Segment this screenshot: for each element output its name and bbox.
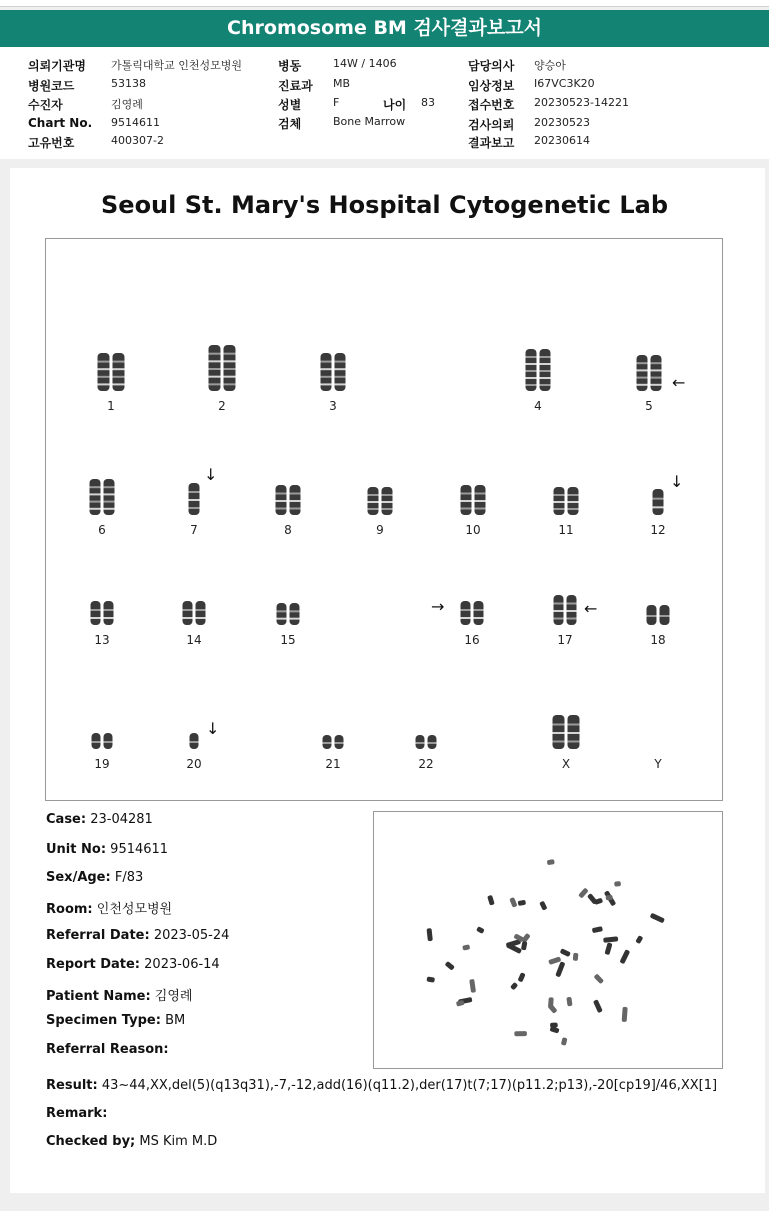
chromosome-pair (546, 715, 586, 749)
chromosome-pair (174, 483, 214, 515)
checked-by-line (46, 1134, 217, 1149)
chromosome-band (568, 741, 580, 743)
chromosome-band (209, 353, 221, 355)
chromosome-band (526, 356, 537, 358)
arrow-down-icon: ↓ (206, 719, 220, 738)
patient-info-header (0, 47, 769, 159)
chromosome-band (90, 508, 101, 510)
result-line (46, 1078, 717, 1093)
ward-value: 14W / 1406 (333, 57, 397, 70)
metaphase-chromosome (619, 949, 630, 964)
chromosome-band (554, 603, 564, 605)
chromosome-band (277, 610, 287, 612)
chromosome-band (189, 507, 200, 509)
hospital-code-value: 53138 (111, 77, 146, 90)
sexage-label: Sex/Age: (46, 870, 111, 885)
chromosome-band (196, 609, 206, 611)
chromosome-band (321, 368, 332, 370)
chromosome-label: Y (654, 757, 662, 771)
chromosome-band (224, 368, 236, 370)
chromosome-label: 22 (418, 757, 434, 771)
chromosome-band (554, 501, 565, 503)
unit-line (46, 842, 168, 857)
chromosome-pair (82, 733, 122, 749)
chromosome-band (104, 741, 113, 743)
chromosome-label: 2 (218, 399, 226, 413)
chromosome-band (651, 377, 662, 379)
chromosome-band (368, 508, 379, 510)
chromosome-band (653, 498, 664, 500)
chromatid (653, 489, 664, 515)
metaphase-chromosome (555, 961, 565, 977)
chromosome-label: 11 (558, 523, 574, 537)
chromosome-band (368, 494, 379, 496)
chromosome-band (276, 500, 287, 502)
top-border (0, 0, 769, 7)
chromosome-band (209, 383, 221, 385)
chromosome-band (321, 376, 332, 378)
result-label: Result: (46, 1078, 98, 1093)
chromosome-band (568, 494, 579, 496)
chromosome-label: 7 (190, 523, 198, 537)
chromosome-band (276, 493, 287, 495)
metaphase-chromosome (650, 913, 665, 924)
remark-label: Remark: (46, 1106, 108, 1121)
chart-no-label: Chart No. (28, 116, 93, 130)
chromosome-band (209, 376, 221, 378)
chromosome-band (475, 500, 486, 502)
karyotype-panel (45, 238, 723, 801)
chromosome-band (290, 618, 300, 620)
department-label: 진료과 (278, 79, 313, 93)
chromosome-pair (518, 349, 558, 391)
chromosome-band (651, 362, 662, 364)
chromosome-band (368, 501, 379, 503)
chromosome-band (637, 377, 648, 379)
chromosome-band (647, 615, 657, 617)
report-date-value: 2023-06-14 (144, 957, 220, 972)
chromosome-band (290, 610, 300, 612)
chromosome-band (290, 500, 301, 502)
chromosome-band (335, 376, 346, 378)
chromosome-band (637, 384, 648, 386)
chromosome-band (90, 486, 101, 488)
chromosome-band (91, 609, 101, 611)
metaphase-chromosome (462, 944, 470, 950)
chromosome-band (475, 493, 486, 495)
metaphase-chromosome (573, 953, 579, 961)
chromosome-band (567, 610, 577, 612)
metaphase-chromosome (635, 935, 643, 944)
chromosome-pair (452, 601, 492, 625)
arrow-down-icon: ↓ (670, 472, 684, 491)
patient-name-line (46, 985, 192, 1004)
metaphase-chromosome (548, 956, 561, 965)
chromosome-pair (638, 489, 678, 515)
chromosome-band (104, 609, 114, 611)
chromosome-band (189, 499, 200, 501)
chromosome-band (98, 383, 110, 385)
chromosome-band (568, 501, 579, 503)
chromosome-band (526, 377, 537, 379)
chromosome-band (90, 501, 101, 503)
arrow-right-icon: → (431, 597, 445, 616)
sex-label: 성별 (278, 98, 302, 112)
doctor-value: 양승아 (534, 59, 566, 72)
specimen-label: 검체 (278, 117, 302, 131)
request-date-label: 검사의뢰 (468, 118, 515, 132)
chromosome-band (224, 383, 236, 385)
metaphase-image (373, 811, 723, 1069)
patient-label: 수진자 (28, 98, 63, 112)
chromosome-band (290, 493, 301, 495)
hospital-code-label: 병원코드 (28, 79, 75, 93)
sex-value: F (333, 96, 340, 109)
metaphase-chromosome (561, 1037, 568, 1046)
chromatid (104, 601, 114, 625)
metaphase-spread (374, 812, 722, 1068)
chromosome-label: 9 (376, 523, 384, 537)
metaphase-chromosome (593, 999, 603, 1013)
chromosome-label: X (561, 757, 571, 771)
room-line (46, 898, 172, 917)
metaphase-chromosome (548, 997, 554, 1008)
chromosome-pair (313, 353, 353, 391)
chromosome-band (104, 501, 115, 503)
chromosome-band (276, 508, 287, 510)
metaphase-chromosome (521, 941, 528, 951)
metaphase-chromosome (560, 948, 571, 957)
chromosome-pair (202, 345, 242, 391)
chromosome-band (335, 368, 346, 370)
chromosome-band (290, 508, 301, 510)
chromosome-band (526, 370, 537, 372)
metaphase-chromosome (476, 926, 485, 934)
chromosome-band (526, 363, 537, 365)
chromosome-band (113, 361, 125, 363)
chromosome-label: 18 (650, 633, 666, 647)
chromosome-label: 20 (186, 757, 202, 771)
metaphase-chromosome (566, 997, 572, 1007)
chromosome-pair (174, 601, 214, 625)
chromosome-band (224, 353, 236, 355)
chromosome-band (98, 361, 110, 363)
chromatid (91, 601, 101, 625)
clinical-info-label: 임상정보 (468, 79, 515, 93)
referral-date-label: Referral Date: (46, 928, 150, 943)
chromosome-band (113, 376, 125, 378)
referral-date-line (46, 928, 229, 943)
reception-no-label: 접수번호 (468, 98, 515, 112)
chromatid (461, 601, 471, 625)
chromosome-label: 15 (280, 633, 296, 647)
chromosome-band (526, 384, 537, 386)
metaphase-chromosome (518, 972, 526, 982)
chromosome-band (323, 742, 332, 744)
metaphase-chromosome (456, 1000, 465, 1007)
patient-name-value: 김영례 (154, 989, 193, 1004)
chromosome-band (461, 500, 472, 502)
chromosome-band (637, 369, 648, 371)
chromatid (474, 601, 484, 625)
case-value: 23-04281 (90, 812, 153, 827)
report-date-label: 결과보고 (468, 136, 515, 150)
chromosome-band (553, 724, 565, 726)
chromosome-band (104, 508, 115, 510)
arrow-down-icon: ↓ (204, 465, 218, 484)
chromosome-pair (629, 355, 669, 391)
chromosome-band (553, 732, 565, 734)
checked-by-value: MS Kim M.D (139, 1134, 218, 1149)
chromosome-band (209, 360, 221, 362)
chromosome-pair (174, 733, 214, 749)
sexage-line (46, 870, 143, 885)
chromosome-band (104, 493, 115, 495)
age-value: 83 (421, 96, 435, 109)
chromosome-band (474, 617, 484, 619)
chromosome-band (183, 617, 193, 619)
chromosome-band (540, 356, 551, 358)
chromosome-band (540, 377, 551, 379)
metaphase-chromosome (547, 859, 555, 865)
chromatid (290, 603, 300, 625)
metaphase-chromosome (603, 936, 618, 943)
chromatid (196, 601, 206, 625)
chromosome-band (653, 506, 664, 508)
chromosome-pair (638, 605, 678, 625)
metaphase-chromosome (550, 1026, 560, 1033)
metaphase-chromosome (445, 961, 455, 971)
report-date-line (46, 957, 220, 972)
chromosome-label: 13 (94, 633, 110, 647)
chromosome-band (540, 363, 551, 365)
clinical-info-value: I67VC3K20 (534, 77, 595, 90)
chromosome-band (567, 618, 577, 620)
chromosome-band (540, 370, 551, 372)
arrow-left-icon: ← (584, 599, 598, 618)
referral-date-value: 2023-05-24 (153, 928, 230, 943)
metaphase-chromosome (427, 928, 433, 941)
metaphase-chromosome (539, 901, 547, 911)
request-date-value: 20230523 (534, 116, 590, 129)
metaphase-chromosome (592, 926, 603, 933)
chromosome-pair (545, 595, 585, 625)
sexage-value: F/83 (114, 870, 144, 885)
chromosome-band (335, 742, 344, 744)
chromosome-band (554, 610, 564, 612)
chromosome-band (651, 369, 662, 371)
remark-line (46, 1106, 107, 1121)
chromosome-label: 8 (284, 523, 292, 537)
result-value: 43~44,XX,del(5)(q13q31),-7,-12,add(16)(q11.2),der(17)t(7;17)(p11.2;p13),-20[cp19]/46,XX[1] (101, 1078, 718, 1093)
chromosome-band (461, 617, 471, 619)
chromosome-band (428, 742, 437, 744)
chromosome-band (91, 617, 101, 619)
chromosome-pair (82, 601, 122, 625)
chromosome-label: 5 (645, 399, 653, 413)
age-label: 나이 (383, 98, 407, 112)
metaphase-chromosome (487, 895, 495, 906)
chromosome-band (461, 609, 471, 611)
chromosome-band (335, 361, 346, 363)
chromosome-label: 14 (186, 633, 202, 647)
unit-value: 9514611 (110, 842, 169, 857)
chromosome-band (113, 383, 125, 385)
chromosome-pair (268, 485, 308, 515)
metaphase-chromosome (426, 976, 435, 982)
metaphase-chromosome (614, 881, 621, 887)
report-date-value: 20230614 (534, 134, 590, 147)
metaphase-chromosome (578, 887, 589, 898)
metaphase-chromosome (604, 942, 612, 955)
arrow-left-icon: ← (672, 373, 686, 392)
reception-no-value: 20230523-14221 (534, 96, 629, 109)
metaphase-chromosome (469, 979, 476, 993)
chromosome-label: 6 (98, 523, 106, 537)
lab-title: Seoul St. Mary's Hospital Cytogenetic Lab (101, 191, 668, 219)
chromosome-band (554, 494, 565, 496)
chromosome-band (189, 491, 200, 493)
chromosome-band (554, 618, 564, 620)
chromosome-pair (91, 353, 131, 391)
hospital-value: 가톨릭대학교 인천성모병원 (111, 59, 243, 72)
chromosome-band (651, 384, 662, 386)
unique-no-label: 고유번호 (28, 136, 75, 150)
chromosome-band (660, 615, 670, 617)
chromatid (277, 603, 287, 625)
report-title-banner: Chromosome BM 검사결과보고서 (0, 10, 769, 47)
chromosome-pair (453, 485, 493, 515)
specimen-value: Bone Marrow (333, 115, 406, 128)
chromosome-band (382, 494, 393, 496)
chromosome-band (92, 741, 101, 743)
unit-label: Unit No: (46, 842, 107, 857)
chromosome-pair (82, 479, 122, 515)
metaphase-chromosome (509, 897, 517, 908)
room-value: 인천성모병원 (96, 902, 173, 917)
department-value: MB (333, 77, 351, 90)
chromosome-band (461, 508, 472, 510)
specimen-type-value: BM (165, 1013, 186, 1028)
chromosome-band (90, 493, 101, 495)
chromosome-band (98, 368, 110, 370)
chart-no-value: 9514611 (111, 116, 160, 129)
specimen-type-label: Specimen Type: (46, 1013, 161, 1028)
chromosome-band (209, 368, 221, 370)
hospital-label: 의뢰기관명 (28, 59, 86, 73)
chromosome-label: 16 (464, 633, 480, 647)
chromosome-label: 19 (94, 757, 110, 771)
chromosome-label: 17 (557, 633, 573, 647)
chromosome-band (224, 376, 236, 378)
chromosome-label: 21 (325, 757, 341, 771)
chromosome-label: 3 (329, 399, 337, 413)
metaphase-chromosome (606, 895, 613, 900)
chromosome-band (321, 361, 332, 363)
chromosome-band (475, 508, 486, 510)
chromosome-band (104, 486, 115, 488)
chromosome-pair (360, 487, 400, 515)
chromosome-band (382, 508, 393, 510)
referral-reason-line (46, 1042, 169, 1057)
chromosome-band (196, 617, 206, 619)
chromosome-label: 1 (107, 399, 115, 413)
metaphase-chromosome (510, 982, 518, 990)
ward-label: 병동 (278, 59, 302, 73)
chromosome-band (104, 617, 114, 619)
referral-reason-label: Referral Reason: (46, 1042, 169, 1057)
chromosome-label: 10 (465, 523, 481, 537)
chromosome-band (183, 609, 193, 611)
chromosome-band (190, 741, 199, 743)
case-label: Case: (46, 812, 87, 827)
case-line (46, 812, 153, 827)
metaphase-chromosome (622, 1007, 628, 1022)
chromosome-label: 4 (534, 399, 542, 413)
chromosome-band (568, 732, 580, 734)
checked-by-label: Checked by; (46, 1134, 136, 1149)
chromosome-band (416, 742, 425, 744)
chromosome-band (224, 360, 236, 362)
chromosome-pair (406, 735, 446, 749)
specimen-type-line (46, 1013, 185, 1028)
metaphase-chromosome (518, 900, 526, 906)
chromosome-band (335, 383, 346, 385)
chromosome-band (277, 618, 287, 620)
chromosome-pair (313, 735, 353, 749)
chromosome-band (474, 609, 484, 611)
chromosome-band (321, 383, 332, 385)
chromosome-label: 12 (650, 523, 666, 537)
report-date-label: Report Date: (46, 957, 141, 972)
chromatid (183, 601, 193, 625)
chromosome-band (461, 493, 472, 495)
chromosome-band (568, 724, 580, 726)
chromosome-band (540, 384, 551, 386)
chromosome-pair (546, 487, 586, 515)
chromosome-band (382, 501, 393, 503)
patient-value: 김영례 (111, 98, 143, 111)
unique-no-value: 400307-2 (111, 134, 164, 147)
chromosome-band (554, 508, 565, 510)
patient-name-label: Patient Name: (46, 989, 151, 1004)
chromosome-band (568, 508, 579, 510)
chromosome-band (98, 376, 110, 378)
chromosome-band (553, 741, 565, 743)
metaphase-chromosome (514, 1031, 527, 1036)
chromosome-band (113, 368, 125, 370)
chromosome-band (637, 362, 648, 364)
chromosome-band (567, 603, 577, 605)
doctor-label: 담당의사 (468, 59, 515, 73)
room-label: Room: (46, 902, 93, 917)
chromosome-pair (268, 603, 308, 625)
metaphase-chromosome (593, 973, 604, 984)
